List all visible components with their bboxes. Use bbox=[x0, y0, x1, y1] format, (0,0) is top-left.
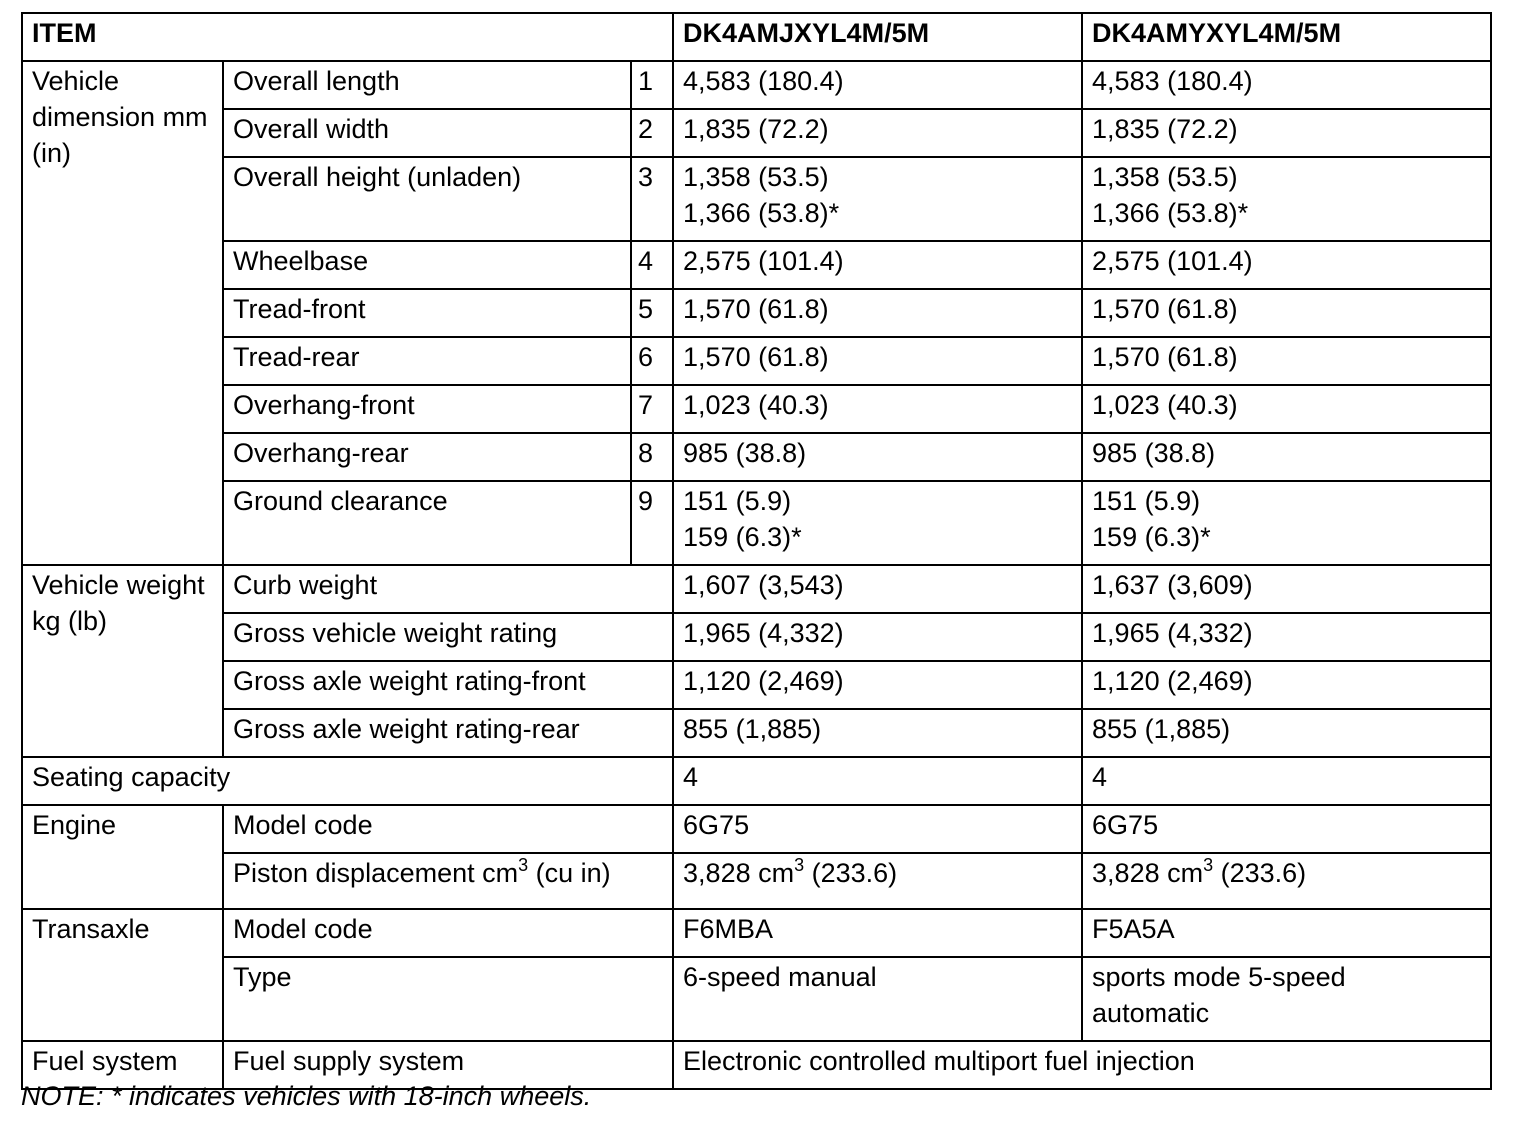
value-model-a: 1,023 (40.3) bbox=[673, 385, 1082, 433]
row-label: Overall height (unladen) bbox=[223, 157, 631, 241]
header-model-b: DK4AMYXYL4M/5M bbox=[1082, 13, 1491, 61]
group-fuel-system: Fuel system bbox=[22, 1041, 223, 1089]
row-label: Model code bbox=[223, 909, 673, 957]
table-row bbox=[22, 757, 1491, 805]
value-model-a: 6-speed manual bbox=[673, 957, 1082, 1041]
row-label: Overhang-rear bbox=[223, 433, 631, 481]
value-model-a: 1,570 (61.8) bbox=[673, 337, 1082, 385]
row-label: Gross axle weight rating-front bbox=[223, 661, 673, 709]
table-row bbox=[22, 157, 1491, 241]
value-model-b: 1,965 (4,332) bbox=[1082, 613, 1491, 661]
table-row bbox=[22, 613, 1491, 661]
table-row bbox=[22, 481, 1491, 565]
row-label: Overall length bbox=[223, 61, 631, 109]
value-model-b: 1,835 (72.2) bbox=[1082, 109, 1491, 157]
row-label: Model code bbox=[223, 805, 673, 853]
header-model-a: DK4AMJXYL4M/5M bbox=[673, 13, 1082, 61]
row-label bbox=[223, 853, 673, 909]
row-label: Gross vehicle weight rating bbox=[223, 613, 673, 661]
table-row bbox=[22, 385, 1491, 433]
row-number: 3 bbox=[631, 157, 673, 241]
value-model-a: 6G75 bbox=[673, 805, 1082, 853]
table-row bbox=[22, 289, 1491, 337]
value-model-a: 1,607 (3,543) bbox=[673, 565, 1082, 613]
row-number: 8 bbox=[631, 433, 673, 481]
table-row bbox=[22, 433, 1491, 481]
row-label: Curb weight bbox=[223, 565, 673, 613]
value-text: (233.6) bbox=[1213, 858, 1307, 888]
label-text: Piston displacement cm bbox=[233, 858, 519, 888]
value-text: 3,828 cm bbox=[683, 858, 795, 888]
row-number: 4 bbox=[631, 241, 673, 289]
group-engine: Engine bbox=[22, 805, 223, 909]
value-model-b: F5A5A bbox=[1082, 909, 1491, 957]
group-transaxle: Transaxle bbox=[22, 909, 223, 1041]
value-model-b: 1,358 (53.5) 1,366 (53.8)* bbox=[1082, 157, 1491, 241]
table-row bbox=[22, 241, 1491, 289]
value-model-b: 1,570 (61.8) bbox=[1082, 337, 1491, 385]
table-row bbox=[22, 909, 1491, 957]
row-label-seating-capacity: Seating capacity bbox=[22, 757, 673, 805]
value-model-a bbox=[673, 853, 1082, 909]
value-model-b: 985 (38.8) bbox=[1082, 433, 1491, 481]
superscript: 3 bbox=[794, 855, 805, 875]
row-label: Fuel supply system bbox=[223, 1041, 673, 1089]
table-row bbox=[22, 109, 1491, 157]
value-model-b: 4,583 (180.4) bbox=[1082, 61, 1491, 109]
group-vehicle-dimension: Vehicle dimension mm (in) bbox=[22, 61, 223, 565]
row-number: 2 bbox=[631, 109, 673, 157]
value-model-a: 2,575 (101.4) bbox=[673, 241, 1082, 289]
row-label: Type bbox=[223, 957, 673, 1041]
value-model-b: 1,570 (61.8) bbox=[1082, 289, 1491, 337]
row-label: Wheelbase bbox=[223, 241, 631, 289]
value-model-a: 1,358 (53.5) 1,366 (53.8)* bbox=[673, 157, 1082, 241]
value-model-a: 4,583 (180.4) bbox=[673, 61, 1082, 109]
table-row bbox=[22, 565, 1491, 613]
superscript: 3 bbox=[1203, 855, 1214, 875]
row-number: 9 bbox=[631, 481, 673, 565]
value-model-a: 4 bbox=[673, 757, 1082, 805]
row-number: 6 bbox=[631, 337, 673, 385]
table-row bbox=[22, 61, 1491, 109]
row-label: Gross axle weight rating-rear bbox=[223, 709, 673, 757]
row-number: 5 bbox=[631, 289, 673, 337]
table-row bbox=[22, 337, 1491, 385]
table-row bbox=[22, 805, 1491, 853]
value-both-models: Electronic controlled multiport fuel injection bbox=[673, 1041, 1491, 1089]
value-model-b: 1,023 (40.3) bbox=[1082, 385, 1491, 433]
row-label: Ground clearance bbox=[223, 481, 631, 565]
row-label: Tread-front bbox=[223, 289, 631, 337]
header-row bbox=[22, 13, 1491, 61]
row-label: Tread-rear bbox=[223, 337, 631, 385]
table-row bbox=[22, 661, 1491, 709]
row-number: 1 bbox=[631, 61, 673, 109]
footnote: NOTE: * indicates vehicles with 18-inch wheels. bbox=[21, 1081, 592, 1111]
specifications-table bbox=[21, 12, 1492, 1090]
group-vehicle-weight: Vehicle weight kg (lb) bbox=[22, 565, 223, 757]
value-model-a: 151 (5.9) 159 (6.3)* bbox=[673, 481, 1082, 565]
table-row bbox=[22, 957, 1491, 1041]
table-row bbox=[22, 709, 1491, 757]
value-model-b: 6G75 bbox=[1082, 805, 1491, 853]
superscript: 3 bbox=[518, 855, 529, 875]
value-model-a: 985 (38.8) bbox=[673, 433, 1082, 481]
value-model-a: 1,965 (4,332) bbox=[673, 613, 1082, 661]
value-model-a: 1,835 (72.2) bbox=[673, 109, 1082, 157]
value-model-a: 1,570 (61.8) bbox=[673, 289, 1082, 337]
value-model-b bbox=[1082, 853, 1491, 909]
value-model-b: 4 bbox=[1082, 757, 1491, 805]
table-row bbox=[22, 853, 1491, 909]
value-model-b: 855 (1,885) bbox=[1082, 709, 1491, 757]
row-label: Overhang-front bbox=[223, 385, 631, 433]
value-model-b: 2,575 (101.4) bbox=[1082, 241, 1491, 289]
value-text: (233.6) bbox=[804, 858, 898, 888]
value-model-b: 1,637 (3,609) bbox=[1082, 565, 1491, 613]
value-model-a: 855 (1,885) bbox=[673, 709, 1082, 757]
row-number: 7 bbox=[631, 385, 673, 433]
value-model-b: sports mode 5-speed automatic bbox=[1082, 957, 1491, 1041]
value-model-a: F6MBA bbox=[673, 909, 1082, 957]
value-model-b: 151 (5.9) 159 (6.3)* bbox=[1082, 481, 1491, 565]
value-model-a: 1,120 (2,469) bbox=[673, 661, 1082, 709]
header-item: ITEM bbox=[22, 13, 673, 61]
row-label: Overall width bbox=[223, 109, 631, 157]
value-text: 3,828 cm bbox=[1092, 858, 1204, 888]
value-model-b: 1,120 (2,469) bbox=[1082, 661, 1491, 709]
label-text: (cu in) bbox=[528, 858, 611, 888]
